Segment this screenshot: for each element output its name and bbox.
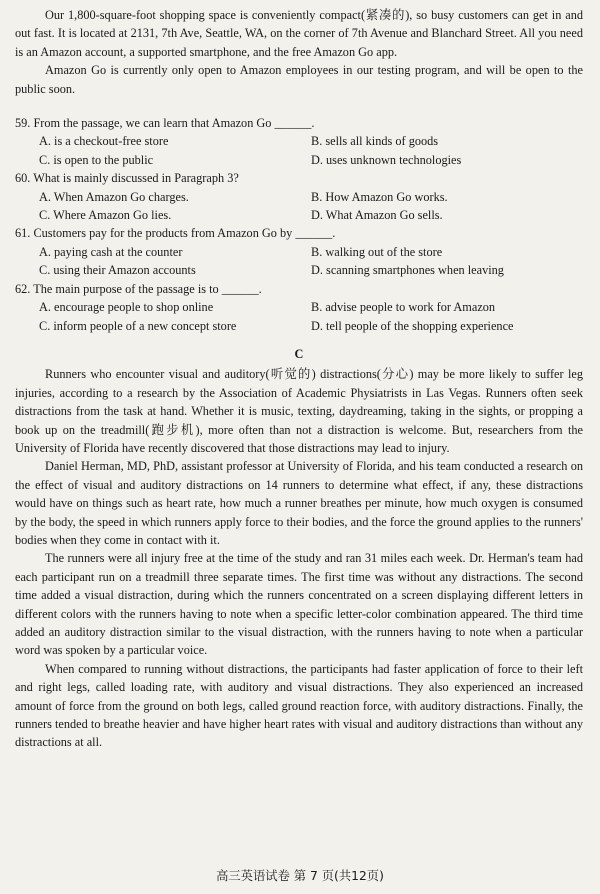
- question-59: [15, 114, 583, 169]
- option-a: A. When Amazon Go charges.: [39, 189, 189, 204]
- question-61: [15, 224, 583, 279]
- question-stem: 60. What is mainly discussed in Paragraph 3?: [15, 171, 239, 186]
- option-c: C. is open to the public: [39, 152, 154, 167]
- option-d: D. What Amazon Go sells.: [311, 208, 443, 223]
- option-b: B. advise people to work for Amazon: [311, 300, 496, 315]
- page-footer: 高三英语试卷 第 7 页(共12页): [216, 869, 384, 883]
- question-stem: 62. The main purpose of the passage is to ______.: [15, 281, 262, 296]
- option-d: D. tell people of the shopping experience: [311, 318, 514, 333]
- passage-paragraph: Runners who encounter visual and auditory(听觉的) distractions(分心) may be more likely to suffer leg injuries, according to a research by the Association of Academic Physiatrists in Las Vegas. Runners often seek distractions from the task at hand. Whether it is music, texting, daydreaming, taking in the sights, or propping a book up on the treadmill(跑步机), more often than not a distraction is welcome. But, researchers from the University of Florida have recently discovered that those distractions may lead to injury.: [15, 367, 583, 455]
- option-d: D. scanning smartphones when leaving: [311, 263, 504, 278]
- option-a: A. is a checkout-free store: [39, 134, 169, 149]
- option-c: C. inform people of a new concept store: [39, 318, 237, 333]
- question-62: [15, 280, 583, 335]
- option-b: B. How Amazon Go works.: [311, 189, 448, 204]
- option-a: A. encourage people to shop online: [39, 300, 214, 315]
- passage-paragraph: Daniel Herman, MD, PhD, assistant professor at University of Florida, and his team conducted a research on the effect of visual and auditory distractions on 14 runners to determine what effect, if any, these distractions would have on things such as heart rate, how much a runner breathes per minute, how much oxygen is consumed by the body, the speed in which runners apply force to their bodies, and the force the ground applies to the runners' bodies when they come in contact with it.: [15, 459, 583, 547]
- question-stem: 61. Customers pay for the products from Amazon Go by ______.: [15, 226, 336, 241]
- passage-paragraph: When compared to running without distractions, the participants had faster application of force to their left and right legs, called loading rate, with auditory and visual distractions. They also experienced an increased amount of force from the ground on both legs, called ground reaction force, with auditory distractions. Finally, the runners tended to breathe heavier and have higher heart rates with visual and auditory distractions than without any distractions at all.: [15, 661, 583, 750]
- option-d: D. uses unknown technologies: [311, 152, 462, 167]
- option-a: A. paying cash at the counter: [39, 244, 183, 259]
- section-heading: C: [294, 346, 304, 361]
- option-b: B. sells all kinds of goods: [311, 134, 439, 149]
- option-c: C. Where Amazon Go lies.: [39, 208, 172, 223]
- passage-paragraph: The runners were all injury free at the time of the study and ran 31 miles each week. Dr. Herman's team had each participant run on a treadmill three separate times. The first time was without any distractions. The second time added a visual distraction, during which the runners concentrated on a screen displaying different letters in different colors with the runners having to note when a specific letter-color combination appeared. The third time added an auditory distraction similar to the visual distraction, with the runners having to note when a particular word was spoken by a particular voice.: [15, 551, 583, 658]
- passage-paragraph: Our 1,800-square-foot shopping space is conveniently compact(紧凑的), so busy customers can get in and out fast. It is located at 2131, 7th Ave, Seattle, WA, on the corner of 7th Avenue and Blanchard Street. All you need is an Amazon account, a supported smartphone, and the free Amazon Go app.: [15, 8, 583, 59]
- option-b: B. walking out of the store: [311, 244, 443, 259]
- option-c: C. using their Amazon accounts: [39, 263, 196, 278]
- exam-page: [15, 6, 583, 752]
- question-60: [15, 169, 583, 224]
- question-stem: 59. From the passage, we can learn that Amazon Go ______.: [15, 116, 315, 131]
- passage-paragraph: Amazon Go is currently only open to Amazon employees in our testing program, and will be open to the public soon.: [15, 63, 583, 96]
